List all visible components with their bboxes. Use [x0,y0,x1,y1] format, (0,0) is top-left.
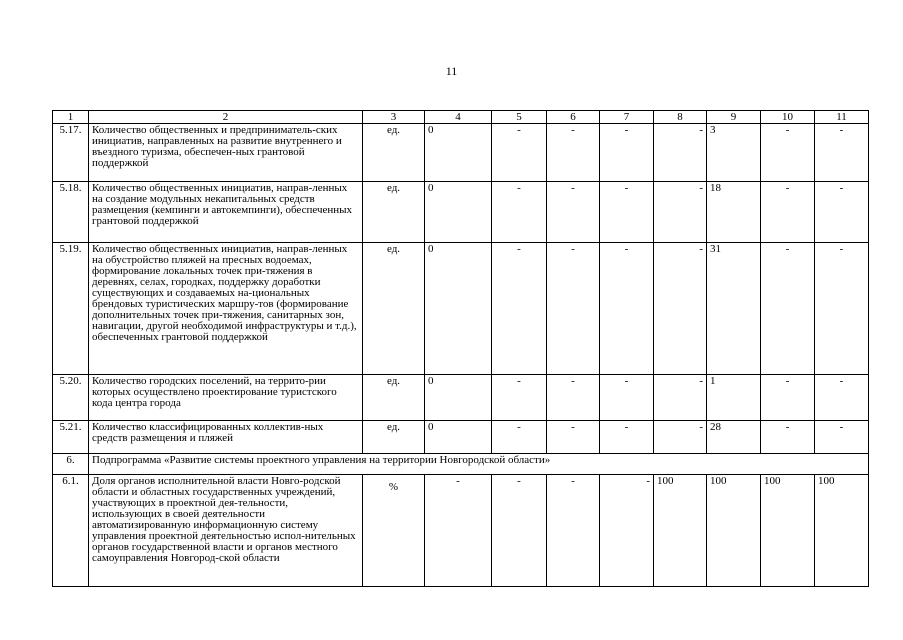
row-description: Количество общественных и предприниматель-ских инициатив, направленных на развитие внутреннего и въездного туризма, обеспечен-ных грантовой поддержкой [89,124,363,182]
row-unit: ед. [363,124,425,182]
header-cell-9: 9 [707,111,761,124]
row-value-col10: - [761,124,815,182]
row-number: 5.20. [53,375,89,421]
row-value-col4: 0 [425,124,492,182]
row-value-col10: - [761,421,815,454]
row-value-col6: - [547,124,600,182]
header-cell-2: 2 [89,111,363,124]
row-value-col5: - [492,475,547,587]
row-value-col9: 1 [707,375,761,421]
row-value-col4: - [425,475,492,587]
row-value-col8: - [654,124,707,182]
table-row [53,243,869,375]
table-row [53,475,869,587]
row-description: Доля органов исполнительной власти Новго-родской области и областных государственных учреждений, участвующих в проектной дея-тельности, использующих в своей деятельности автоматизированную информационную систему управления проектной деятельностью испол-нительных органов государственной власти и органов местного самоуправления Новгород-ской области [89,475,363,587]
row-value-col4: 0 [425,421,492,454]
header-cell-4: 4 [425,111,492,124]
row-value-col11: 100 [815,475,869,587]
header-cell-7: 7 [600,111,654,124]
header-cell-10: 10 [761,111,815,124]
header-cell-3: 3 [363,111,425,124]
row-value-col4: 0 [425,182,492,243]
row-value-col11: - [815,124,869,182]
row-value-col6: - [547,475,600,587]
row-value-col4: 0 [425,243,492,375]
page-number: 11 [445,64,458,78]
row-unit: ед. [363,421,425,454]
row-value-col7: - [600,475,654,587]
row-value-col5: - [492,375,547,421]
row-value-col9: 31 [707,243,761,375]
row-value-col6: - [547,421,600,454]
section-number: 6. [53,454,89,475]
row-number: 5.18. [53,182,89,243]
indicators-table [52,110,869,587]
row-value-col9: 3 [707,124,761,182]
row-value-col9: 28 [707,421,761,454]
section-title: Подпрограмма «Развитие системы проектного управления на территории Новгородской области» [89,454,869,475]
header-row [53,111,869,124]
row-value-col9: 18 [707,182,761,243]
row-unit: ед. [363,182,425,243]
row-value-col7: - [600,375,654,421]
row-value-col11: - [815,182,869,243]
header-cell-6: 6 [547,111,600,124]
row-unit: ед. [363,243,425,375]
table-row [53,182,869,243]
header-cell-8: 8 [654,111,707,124]
table-row [53,124,869,182]
table-row [53,421,869,454]
row-value-col11: - [815,243,869,375]
row-value-col8: - [654,182,707,243]
row-value-col5: - [492,182,547,243]
row-value-col7: - [600,421,654,454]
row-number: 5.17. [53,124,89,182]
row-value-col5: - [492,243,547,375]
header-cell-5: 5 [492,111,547,124]
row-value-col5: - [492,421,547,454]
row-value-col7: - [600,124,654,182]
row-value-col8: - [654,243,707,375]
row-value-col4: 0 [425,375,492,421]
row-value-col7: - [600,182,654,243]
row-value-col10: - [761,375,815,421]
row-value-col6: - [547,375,600,421]
row-description: Количество классифицированных коллектив-ных средств размещения и пляжей [89,421,363,454]
row-value-col11: - [815,375,869,421]
row-number: 5.21. [53,421,89,454]
row-value-col7: - [600,243,654,375]
row-description: Количество общественных инициатив, направ-ленных на обустройство пляжей на пресных водоемах, формирование локальных точек при-тяжения в деревнях, селах, городках, поддержку доработки существующих и создаваемых на-циональных брендовых туристических маршру-тов (формирование дополнительных точек при-тяжения, санитарных зон, навигации, другой необходимой инфраструктуры и т.д.), обеспеченных грантовой поддержкой [89,243,363,375]
row-value-col10: 100 [761,475,815,587]
table-row [53,375,869,421]
header-cell-1: 1 [53,111,89,124]
row-number: 6.1. [53,475,89,587]
row-value-col6: - [547,243,600,375]
row-description: Количество общественных инициатив, направ-ленных на создание модульных некапитальных средств размещения (кемпинги и автокемпинги), обеспеченных грантовой поддержкой [89,182,363,243]
row-value-col10: - [761,182,815,243]
row-value-col8: - [654,421,707,454]
row-value-col10: - [761,243,815,375]
row-value-col6: - [547,182,600,243]
row-value-col9: 100 [707,475,761,587]
row-value-col8: 100 [654,475,707,587]
row-unit: ед. [363,375,425,421]
header-cell-11: 11 [815,111,869,124]
row-value-col8: - [654,375,707,421]
row-unit: % [363,475,425,587]
row-value-col11: - [815,421,869,454]
row-value-col5: - [492,124,547,182]
row-number: 5.19. [53,243,89,375]
section-row [53,454,869,475]
row-description: Количество городских поселений, на террито-рии которых осуществлено проектирование туристского кода центра города [89,375,363,421]
